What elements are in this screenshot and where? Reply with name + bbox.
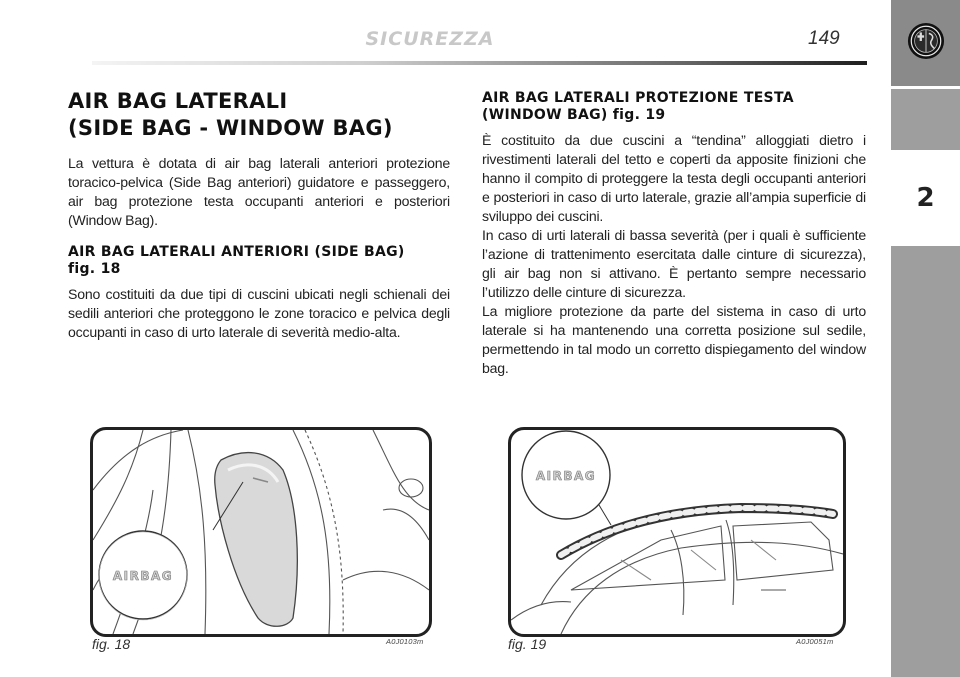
window-bag-heading-line1: AIR BAG LATERALI PROTEZIONE TESTA: [482, 90, 794, 106]
window-bag-heading-line2: (WINDOW BAG) fig. 19: [482, 107, 666, 123]
figure-18-illustration: [90, 427, 432, 637]
chapter-number: 2: [916, 183, 935, 213]
figure-19-caption: fig. 19: [508, 636, 547, 652]
fig19-airbag-badge-text: AIRBAG: [535, 469, 597, 483]
seat-side-airbag-drawing: [93, 430, 429, 634]
figure-19-illustration: [508, 427, 846, 637]
chapter-tab[interactable]: [891, 150, 960, 246]
window-bag-paragraph-1: È costituito da due cuscini a “tendina” alloggiati dietro i rivestimenti laterali del tetto e coperti da apposite finizioni che hanno il compito di proteggere la testa degli occupanti anteriori e posteriori in caso di urto laterale, grazie all’ampia superficie di sviluppo dei cuscini.: [482, 132, 866, 224]
window-bag-paragraph-3: La migliore protezione da parte del sistema in caso di urto laterale si ha mantenendo una corretta posizione sul sedile, permettendo in tal modo un corretto dispiegamento del window bag.: [482, 303, 866, 376]
main-heading: [68, 88, 450, 142]
main-heading-line1: AIR BAG LATERALI: [68, 89, 288, 113]
side-bag-heading: [68, 244, 450, 278]
figure-18-code: A0J0103m: [386, 637, 424, 646]
right-column: [482, 90, 866, 378]
brand-logo-icon: [907, 22, 945, 60]
page-header-title: SICUREZZA: [365, 28, 495, 50]
left-column: [68, 88, 450, 356]
side-bag-heading-line2: fig. 18: [68, 261, 121, 277]
window-bag-heading: [482, 90, 866, 124]
window-airbag-drawing: [511, 430, 843, 634]
window-bag-paragraph-2: In caso di urti laterali di bassa severità (per i quali è sufficiente l’azione di trattenimento esercitata dalle cinture di sicurezza), gli air bag non si attivano. È pertanto sempre necessario l’utilizzo delle cinture di sicurezza.: [482, 227, 866, 300]
chapter-side-bar: [891, 0, 960, 677]
intro-paragraph: La vettura è dotata di air bag laterali anteriori protezione toracico-pelvica (Side Bag anteriori) guidatore e passeggero, air bag protezione testa occupanti anteriori e posteriori (Window Bag).: [68, 155, 450, 228]
side-bar-top: [891, 0, 960, 89]
figure-19-code: A0J0051m: [796, 637, 834, 646]
header-rule: [92, 61, 867, 65]
side-bag-heading-line1: AIR BAG LATERALI ANTERIORI (SIDE BAG): [68, 244, 405, 260]
fig18-airbag-badge-text: AIRBAG: [112, 569, 174, 583]
main-heading-line2: (SIDE BAG - WINDOW BAG): [68, 116, 393, 140]
page-number: 149: [808, 28, 840, 49]
figure-18-caption: fig. 18: [92, 636, 131, 652]
side-bag-paragraph: Sono costituiti da due tipi di cuscini ubicati negli schienali dei sedili anteriori che proteggono le zone toracico e pelvica degli occupanti in caso di urto laterale di severità medio-alta.: [68, 286, 450, 340]
